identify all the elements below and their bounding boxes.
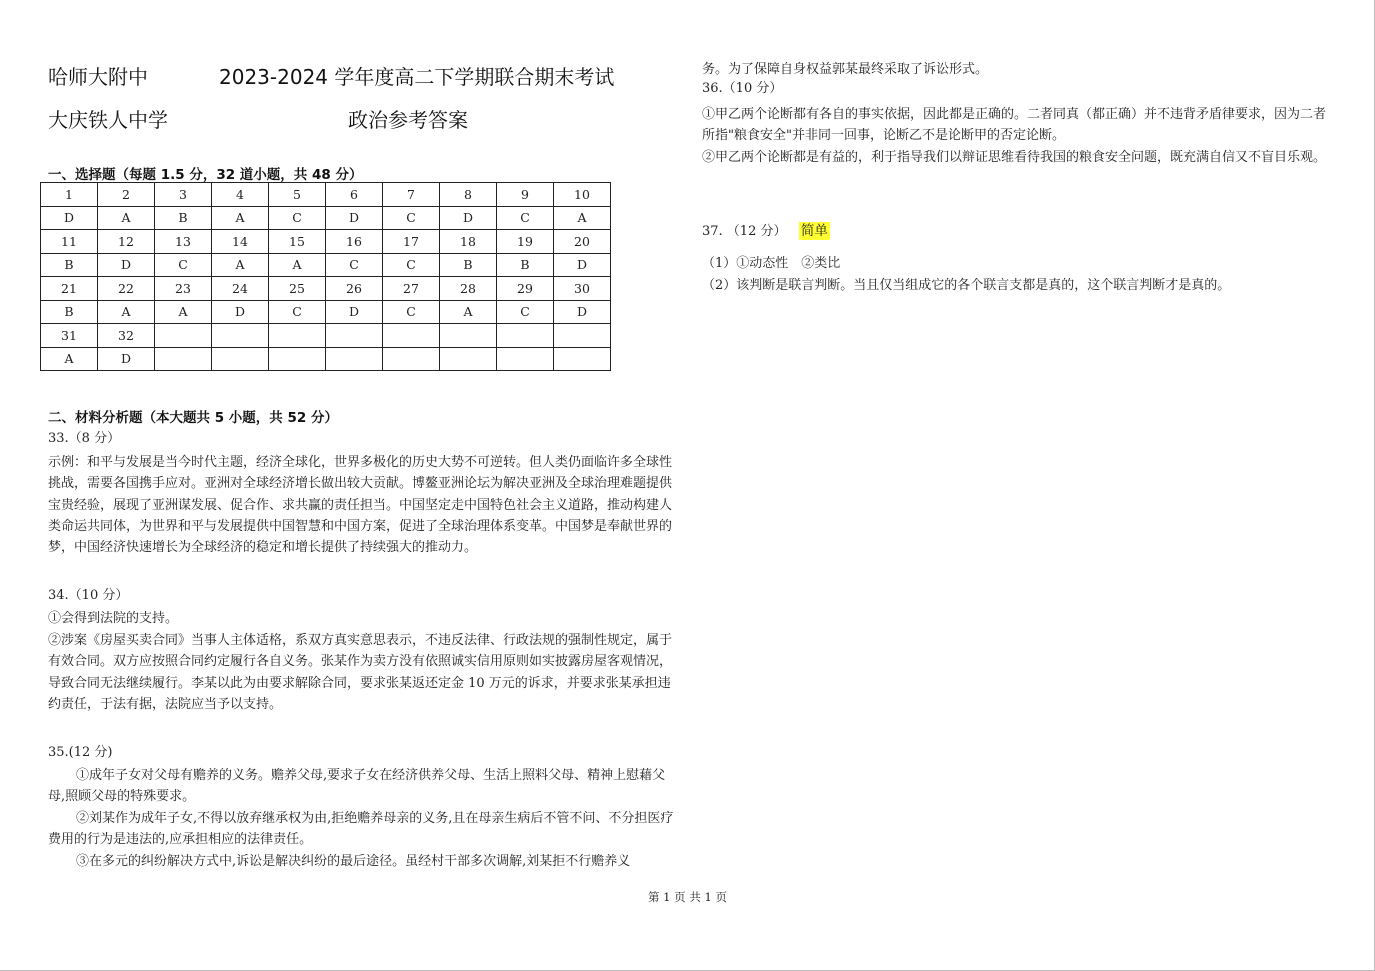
table-row [41, 324, 611, 348]
table-cell [554, 324, 611, 348]
q33-label: 33.（8 分） [48, 431, 121, 446]
table-cell: B [41, 253, 98, 277]
table-cell: C [383, 206, 440, 230]
table-cell: D [41, 206, 98, 230]
table-cell: B [155, 206, 212, 230]
table-row [41, 206, 611, 230]
table-cell: 20 [554, 230, 611, 254]
q34-point2: ②涉案《房屋买卖合同》当事人主体适格，系双方真实意思表示，不违反法律、行政法规的强制性规定，属于有效合同。双方应按照合同约定履行各自义务。张某作为卖方没有依照诚实信用原则如实披露房屋客观情况，导致合同无法继续履行。李某以此为由要求解除合同，要求张某返还定金 10 万元的诉求，并要求张某承担违约责任，于法有据，法院应当予以支持。 [48, 633, 673, 712]
q37-heading [702, 221, 1334, 242]
table-row [41, 277, 611, 301]
table-cell: C [383, 253, 440, 277]
table-cell [440, 347, 497, 371]
table-cell: C [269, 300, 326, 324]
table-cell [269, 324, 326, 348]
q34-point1: ①会得到法院的支持。 [48, 611, 179, 626]
q36-label: 36.（10 分） [702, 81, 783, 96]
section2-heading: 二、材料分析题（本大题共 5 小题，共 52 分） [48, 410, 338, 426]
table-cell [155, 324, 212, 348]
table-cell: 2 [98, 183, 155, 207]
table-cell: D [98, 347, 155, 371]
table-cell: 32 [98, 324, 155, 348]
table-cell: 3 [155, 183, 212, 207]
q37-answer2: （2）该判断是联言判断。当且仅当组成它的各个联言支都是真的，这个联言判断才是真的。 [702, 278, 1231, 293]
table-cell: 27 [383, 277, 440, 301]
page-footer: 第 1 页 共 1 页 [648, 890, 727, 904]
table-cell [440, 324, 497, 348]
table-cell [155, 347, 212, 371]
table-cell: 21 [41, 277, 98, 301]
table-cell [326, 347, 383, 371]
table-row [41, 230, 611, 254]
table-cell: 26 [326, 277, 383, 301]
table-row [41, 300, 611, 324]
table-cell: 16 [326, 230, 383, 254]
q35-point2: ②刘某作为成年子女,不得以放弃继承权为由,拒绝赡养母亲的义务,且在母亲生病后不管不问、不分担医疗费用的行为是违法的,应承担相应的法律责任。 [48, 811, 674, 848]
table-row [41, 183, 611, 207]
school-name-2: 大庆铁人中学 [48, 108, 168, 132]
table-cell: D [98, 253, 155, 277]
q37-answer1: （1）①动态性 ②类比 [702, 256, 841, 271]
table-cell: B [497, 253, 554, 277]
table-cell: C [497, 300, 554, 324]
table-cell: D [440, 206, 497, 230]
subject-title: 政治参考答案 [348, 108, 468, 132]
table-cell: 5 [269, 183, 326, 207]
table-cell: D [326, 206, 383, 230]
exam-title: 2023-2024 学年度高二下学期联合期末考试 [219, 65, 615, 89]
table-cell: 6 [326, 183, 383, 207]
table-cell: C [155, 253, 212, 277]
q35-point3-continued: 务。为了保障自身权益郭某最终采取了诉讼形式。 [702, 62, 989, 77]
table-cell: 4 [212, 183, 269, 207]
q37-label: 37. （12 分） [702, 224, 787, 239]
table-cell: A [212, 253, 269, 277]
table-cell: 24 [212, 277, 269, 301]
table-cell [383, 324, 440, 348]
q33-answer: 示例：和平与发展是当今时代主题，经济全球化，世界多极化的历史大势不可逆转。但人类仍面临许多全球性挑战，需要各国携手应对。亚洲对全球经济增长做出较大贡献。博鳌亚洲论坛为解决亚洲及全球治理难题提供宝贵经验，展现了亚洲谋发展、促合作、求共赢的责任担当。中国坚定走中国特色社会主义道路，推动构建人类命运共同体，为世界和平与发展提供中国智慧和中国方案，促进了全球治理体系变革。中国梦是奉献世界的梦，中国经济快速增长为全球经济的稳定和增长提供了持续强大的推动力。 [48, 455, 673, 556]
answer-table [40, 182, 611, 371]
table-cell: B [41, 300, 98, 324]
q35-point3: ③在多元的纠纷解决方式中,诉讼是解决纠纷的最后途径。虽经村干部多次调解,刘某拒不行赡养义 [76, 854, 631, 869]
q36-point2: ②甲乙两个论断都是有益的，利于指导我们以辩证思维看待我国的粮食安全问题，既充满自信又不盲目乐观。 [702, 150, 1327, 165]
table-cell: D [554, 253, 611, 277]
table-cell: 12 [98, 230, 155, 254]
table-cell: 7 [383, 183, 440, 207]
table-cell: 19 [497, 230, 554, 254]
table-cell: 10 [554, 183, 611, 207]
table-cell: C [269, 206, 326, 230]
difficulty-tag: 简单 [800, 223, 828, 239]
table-cell [383, 347, 440, 371]
table-cell: A [212, 206, 269, 230]
table-cell: 11 [41, 230, 98, 254]
table-cell [269, 347, 326, 371]
table-cell: C [326, 253, 383, 277]
table-cell: 31 [41, 324, 98, 348]
q35-point1: ①成年子女对父母有赡养的义务。赡养父母,要求子女在经济供养父母、生活上照料父母、精神上慰藉父母,照顾父母的特殊要求。 [48, 768, 666, 805]
table-cell: A [41, 347, 98, 371]
table-cell: 23 [155, 277, 212, 301]
table-cell: A [269, 253, 326, 277]
school-name-1: 哈师大附中 [48, 65, 148, 89]
table-cell: A [155, 300, 212, 324]
section1-note: （每题 1.5 分，32 道小题，共 48 分） [115, 167, 363, 183]
table-cell [212, 324, 269, 348]
table-cell [497, 347, 554, 371]
table-cell: 1 [41, 183, 98, 207]
table-cell: A [98, 300, 155, 324]
table-cell [326, 324, 383, 348]
table-cell [497, 324, 554, 348]
table-cell: 30 [554, 277, 611, 301]
table-cell: 29 [497, 277, 554, 301]
table-cell: 8 [440, 183, 497, 207]
table-row [41, 253, 611, 277]
table-cell: D [554, 300, 611, 324]
q35-label: 35.(12 分) [48, 745, 113, 760]
table-cell: A [554, 206, 611, 230]
q34-label: 34.（10 分） [48, 588, 129, 603]
table-cell: 14 [212, 230, 269, 254]
table-cell: 9 [497, 183, 554, 207]
table-cell: C [497, 206, 554, 230]
table-cell: D [326, 300, 383, 324]
table-cell: 28 [440, 277, 497, 301]
table-cell: 17 [383, 230, 440, 254]
table-cell: C [383, 300, 440, 324]
section1-heading [48, 163, 363, 183]
q36-point1: ①甲乙两个论断都有各自的事实依据，因此都是正确的。二者同真（都正确）并不违背矛盾律要求，因为二者所指"粮食安全"并非同一回事，论断乙不是论断甲的否定论断。 [702, 107, 1327, 144]
table-cell: 13 [155, 230, 212, 254]
table-cell: D [212, 300, 269, 324]
table-cell [554, 347, 611, 371]
table-cell: A [440, 300, 497, 324]
table-cell: B [440, 253, 497, 277]
table-cell: 22 [98, 277, 155, 301]
table-cell: 18 [440, 230, 497, 254]
table-cell: 25 [269, 277, 326, 301]
table-cell: 15 [269, 230, 326, 254]
table-cell: A [98, 206, 155, 230]
table-cell [212, 347, 269, 371]
table-row [41, 347, 611, 371]
section1-title: 一、选择题 [48, 167, 116, 183]
